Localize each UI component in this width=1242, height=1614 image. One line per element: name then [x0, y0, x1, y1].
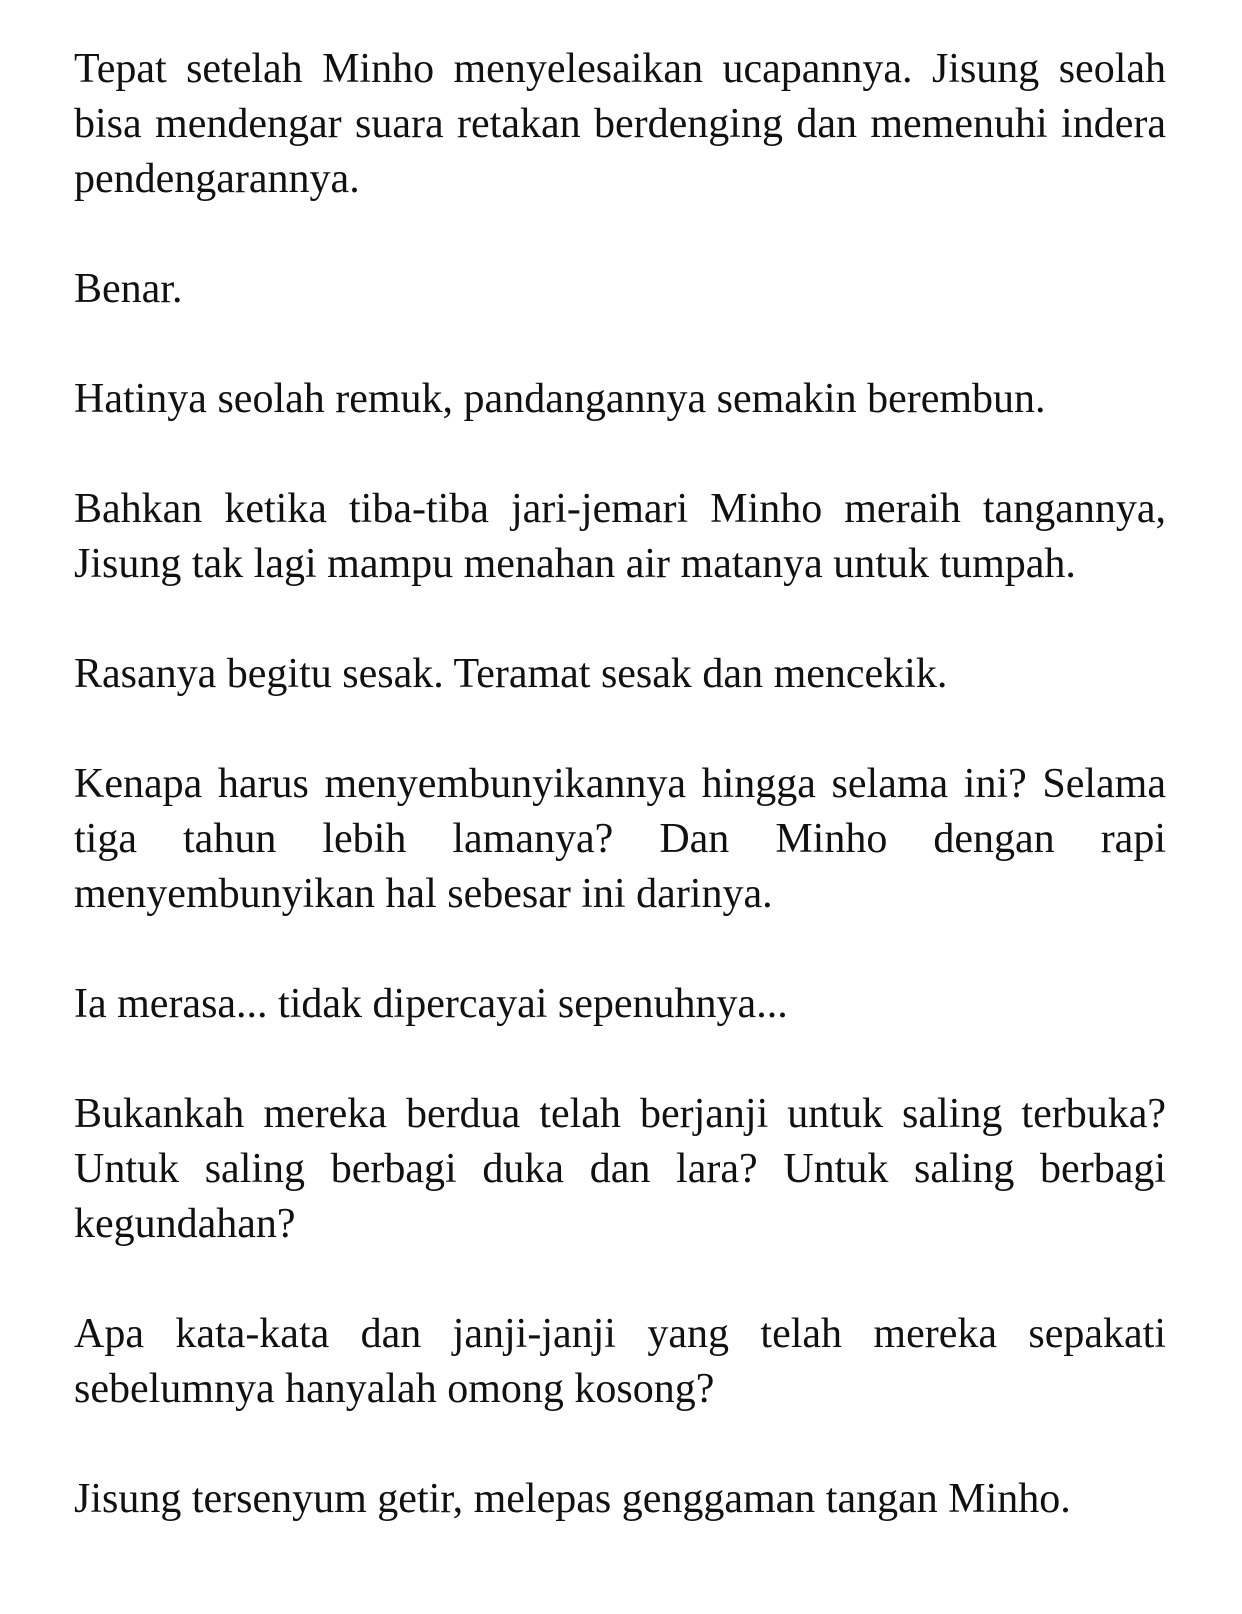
- paragraph-9: Apa kata-kata dan janji-janji yang telah mereka sepakati sebelumnya hanyalah omong kosong?: [74, 1311, 1166, 1412]
- paragraph-8: Bukankah mereka berdua telah berjanji untuk saling terbuka? Untuk saling berbagi duka dan lara? Untuk saling berbagi kegundahan?: [74, 1091, 1166, 1247]
- paragraph-4: Bahkan ketika tiba-tiba jari-jemari Minho meraih tangannya, Jisung tak lagi mampu menahan air matanya untuk tumpah.: [74, 486, 1166, 587]
- paragraph-2: Benar.: [74, 266, 183, 312]
- paragraph-5: Rasanya begitu sesak. Teramat sesak dan mencekik.: [74, 651, 948, 697]
- document-body: [74, 42, 1166, 1527]
- paragraph-6: Kenapa harus menyembunyikannya hingga selama ini? Selama tiga tahun lebih lamanya? Dan Minho dengan rapi menyembunyikan hal sebesar ini darinya.: [74, 761, 1166, 917]
- paragraph-7: Ia merasa... tidak dipercayai sepenuhnya...: [74, 981, 788, 1027]
- paragraph-10: Jisung tersenyum getir, melepas genggaman tangan Minho.: [74, 1476, 1071, 1522]
- paragraph-3: Hatinya seolah remuk, pandangannya semakin berembun.: [74, 376, 1046, 422]
- paragraph-1: Tepat setelah Minho menyelesaikan ucapannya. Jisung seolah bisa mendengar suara retakan berdenging dan memenuhi indera pendengarannya.: [74, 46, 1166, 202]
